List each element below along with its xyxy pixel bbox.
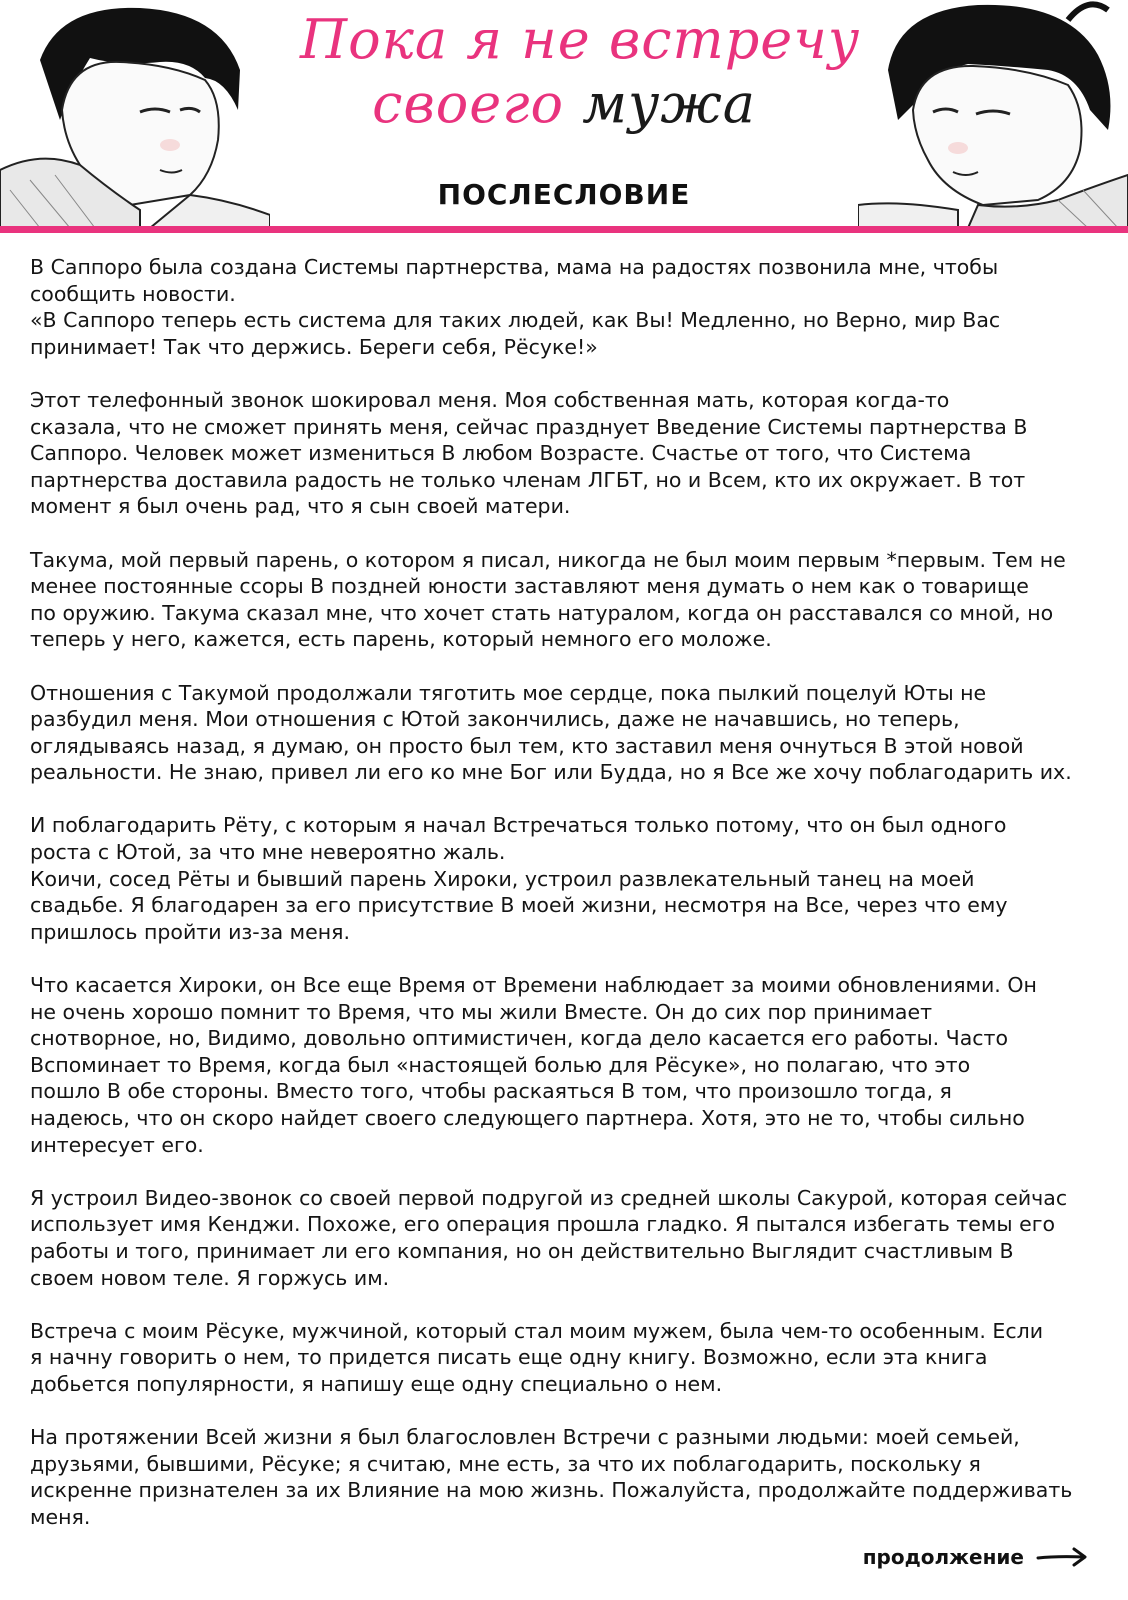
text-line: партнерства доставила радость не только членам ЛГБТ, но и Всем, кто их окружает. В тот [30, 467, 1026, 492]
text-line: момент я был очень рад, что я сын своей матери. [30, 494, 571, 519]
text-line: сказала, что не сможет принять меня, сейчас празднует Введение Системы партнерства В [30, 414, 1028, 439]
text-line: использует имя Кенджи. Похоже, его операция прошла гладко. Я пытался избегать темы его [30, 1212, 1056, 1237]
text-line: менее постоянные ссоры В поздней юности заставляют меня думать о нем как о товарище [30, 574, 1029, 599]
text-line: разбудил меня. Мои отношения с Ютой закончились, даже не начавшись, но теперь, [30, 707, 960, 732]
paragraph [30, 680, 1098, 786]
text-line: оглядываясь назад, я думаю, он просто был тем, кто заставил меня очнуться В этой новой [30, 733, 1024, 758]
title-line-2-dark: мужа [582, 72, 756, 135]
afterword-text [30, 254, 1098, 1557]
text-line: теперь у него, кажется, есть парень, который немного его моложе. [30, 627, 772, 652]
text-line: добьется популярности, я напишу еще одну специально о нем. [30, 1371, 723, 1396]
text-line: И поблагодарить Рёту, с которым я начал Встречаться только потому, что он был одного [30, 813, 1007, 838]
text-line: Такума, мой первый парень, о котором я писал, никогда не был моим первым *первым. Тем не [30, 547, 1066, 572]
text-line: интересует его. [30, 1132, 204, 1157]
text-line: Коичи, сосед Рёты и бывший парень Хироки, устроил развлекательный танец на моей [30, 866, 975, 891]
text-line: сообщить новости. [30, 281, 236, 306]
text-line: пришлось пройти из-за меня. [30, 919, 351, 944]
text-line: работы и того, принимает ли его компания, но он действительно Выглядит счастливым В [30, 1238, 1014, 1263]
text-line: Вспоминает то Время, когда был «настоящей болью для Рёсуке», но полагаю, что это [30, 1052, 971, 1077]
paragraph [30, 387, 1098, 520]
text-line: На протяжении Всей жизни я был благословлен Встречи с разными людьми: моей семьей, [30, 1425, 1020, 1450]
text-line: меня. [30, 1504, 91, 1529]
header [0, 0, 1128, 240]
text-line: Что касается Хироки, он Все еще Время от Времени наблюдает за моими обновлениями. Он [30, 973, 1037, 998]
text-line: Саппоро. Человек может измениться В любом Возрасте. Счастье от того, что Система [30, 441, 972, 466]
paragraph [30, 254, 1098, 360]
text-line: принимает! Так что держись. Береги себя, Рёсуке!» [30, 334, 598, 359]
paragraph [30, 1318, 1098, 1398]
arrow-right-icon [1036, 1547, 1088, 1567]
title-line-2-pink: своего [372, 72, 565, 135]
text-line: друзьями, бывшими, Рёсуке; я считаю, мне есть, за что их поблагодарить, поскольку я [30, 1451, 981, 1476]
text-line: я начну говорить о нем, то придется писать еще одну книгу. Возможно, если эта книга [30, 1345, 988, 1370]
header-divider [0, 226, 1128, 233]
text-line: по оружию. Такума сказал мне, что хочет стать натуралом, когда он расставался со мной, но [30, 600, 1054, 625]
continue-label: продолжение [862, 1545, 1024, 1569]
text-line: роста с Ютой, за что мне невероятно жаль. [30, 840, 506, 865]
continue-link[interactable] [863, 1545, 1088, 1569]
text-line: снотворное, но, Видимо, довольно оптимистичен, когда дело касается его работы. Часто [30, 1026, 1009, 1051]
paragraph [30, 1185, 1098, 1291]
text-line: Отношения с Такумой продолжали тяготить мое сердце, пока пылкий поцелуй Юты не [30, 680, 987, 705]
text-line: своем новом теле. Я горжусь им. [30, 1265, 390, 1290]
manga-title-logo [300, 8, 861, 136]
text-line: «В Саппоро теперь есть система для таких людей, как Вы! Медленно, но Верно, мир Вас [30, 308, 1001, 333]
text-line: пошло В обе стороны. Вместо того, чтобы раскаяться В том, что произошло тогда, я [30, 1079, 952, 1104]
text-line: Я устроил Видео-звонок со своей первой подругой из средней школы Сакурой, которая сейчас [30, 1185, 1068, 1210]
paragraph [30, 812, 1098, 945]
title-line-2 [300, 72, 828, 136]
paragraph [30, 1424, 1098, 1530]
text-line: Встреча с моим Рёсуке, мужчиной, который стал моим мужем, была чем-то особенным. Если [30, 1318, 1044, 1343]
title-line-1: Пока я не встречу [300, 8, 861, 71]
text-line: свадьбе. Я благодарен за его присутствие В моей жизни, несмотря на Все, через что ему [30, 893, 1008, 918]
text-line: реальности. Не знаю, привел ли его ко мне Бог или Будда, но я Все же хочу поблагодарить их. [30, 760, 1072, 785]
text-line: искренне признателен за их Влияние на мою жизнь. Пожалуйста, продолжайте поддерживать [30, 1478, 1073, 1503]
text-line: надеюсь, что он скоро найдет своего следующего партнера. Хотя, это не то, чтобы сильно [30, 1106, 1025, 1130]
afterword-heading: ПОСЛЕСЛОВИЕ [437, 178, 691, 211]
paragraph [30, 972, 1098, 1158]
text-line: В Саппоро была создана Системы партнерства, мама на радостях позвонила мне, чтобы [30, 255, 999, 279]
text-line: не очень хорошо помнит то Время, что мы жили Вместе. Он до сих пор принимает [30, 999, 933, 1024]
paragraph [30, 547, 1098, 653]
text-line: Этот телефонный звонок шокировал меня. Моя собственная мать, которая когда-то [30, 387, 950, 412]
